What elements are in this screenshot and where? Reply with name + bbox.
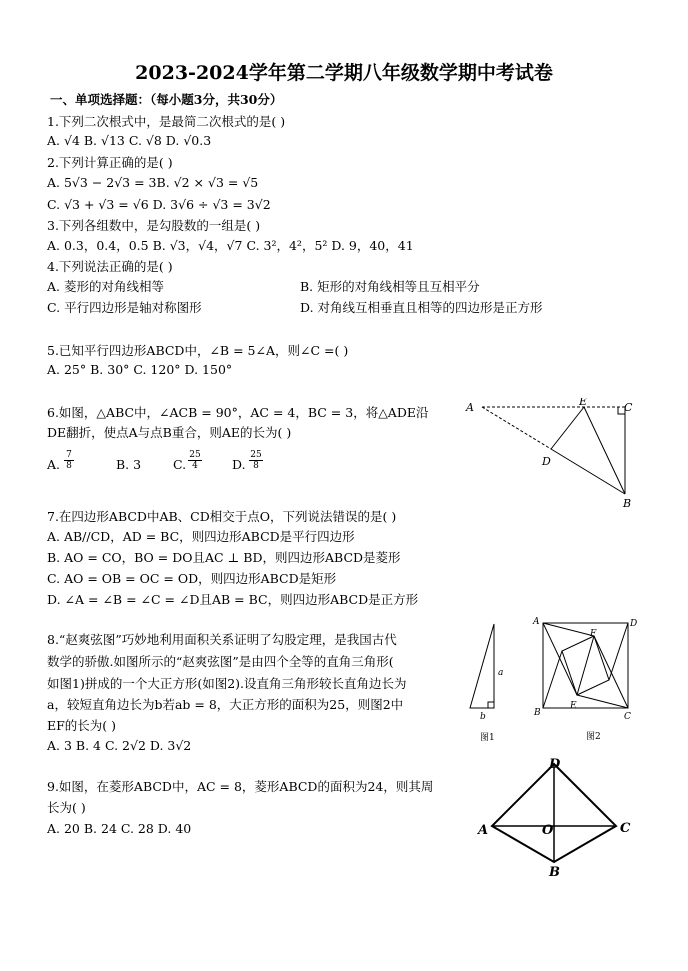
- label-o: O: [542, 823, 554, 838]
- label-e: E: [579, 398, 588, 408]
- label-d: D: [549, 757, 561, 772]
- label-b: B: [623, 497, 632, 510]
- label-c: C: [624, 401, 633, 414]
- label-a: A: [466, 401, 474, 414]
- q2-stem: 2.下列计算正确的是( ): [47, 155, 173, 170]
- label-a: A: [478, 823, 489, 838]
- q9-rhombus-figure: [472, 752, 642, 882]
- q6-stem-line1: 6.如图，△ABC中，∠ACB = 90°，AC = 4，BC = 3，将△ADE沿: [47, 405, 429, 420]
- page-title: 2023-2024学年第二学期八年级数学期中考试卷: [135, 62, 553, 84]
- q9-stem-line1: 9.如图，在菱形ABCD中，AC = 8，菱形ABCD的面积为24，则其周: [47, 779, 434, 794]
- q7-option-d: D. ∠A = ∠B = ∠C = ∠D且AB = BC，则四边形ABCD是正方形: [47, 592, 419, 607]
- hyp-1: [543, 623, 594, 636]
- q8-stem-line5: EF的长为( ): [47, 718, 117, 733]
- fraction-denominator: 8: [253, 461, 259, 471]
- label-e: E: [570, 701, 577, 711]
- q4-stem: 4.下列说法正确的是( ): [47, 259, 173, 274]
- q4-option-c: C. 平行四边形是轴对称图形: [47, 300, 202, 315]
- q4-option-b: B. 矩形的对角线相等且互相平分: [300, 279, 480, 294]
- q9-stem-line2: 长为( ): [47, 800, 86, 815]
- label-side-a: a: [498, 668, 504, 678]
- fraction-denominator: 4: [192, 461, 198, 471]
- q5-options: A. 25° B. 30° C. 120° D. 150°: [47, 362, 233, 377]
- q8-figure-1: [462, 620, 504, 748]
- q1-stem: 1.下列二次根式中，是最简二次根式的是( ): [47, 114, 286, 129]
- q6-option-c: C.: [173, 457, 187, 472]
- q2-options-line1: A. 5√3 − 2√3 = 3B. √2 × √3 = √5: [47, 175, 259, 190]
- fraction-numerator: 25: [189, 450, 201, 460]
- q6-option-b: B. 3: [116, 457, 142, 472]
- q8-stem-line3: 如图1)拼成的一个大正方形(如图2).设直角三角形较长直角边长为: [47, 676, 407, 691]
- q6-triangle-figure: [460, 398, 640, 513]
- label-side-b: b: [480, 712, 486, 722]
- q6-option-d-fraction: [249, 450, 263, 471]
- q6-option-d: D.: [232, 457, 246, 472]
- q5-stem: 5.已知平行四边形ABCD中，∠B = 5∠A，则∠C =( ): [47, 343, 349, 358]
- figure-2-caption: 图2: [586, 732, 601, 742]
- label-b: B: [549, 865, 560, 880]
- label-c: C: [624, 712, 631, 722]
- label-d: D: [542, 455, 551, 468]
- fraction-numerator: 25: [250, 450, 262, 460]
- segment-ef: [577, 636, 594, 695]
- figure-1-caption: 图1: [480, 733, 495, 743]
- q7-option-a: A. AB//CD，AD = BC，则四边形ABCD是平行四边形: [47, 529, 355, 544]
- q8-stem-line4: a，较短直角边长为b若ab = 8，大正方形的面积为25，则图2中: [47, 697, 404, 712]
- label-b: B: [534, 708, 541, 718]
- label-d: D: [630, 619, 638, 629]
- hyp-2: [609, 623, 628, 680]
- hyp-3: [577, 695, 628, 708]
- q4-option-a: A. 菱形的对角线相等: [47, 279, 164, 294]
- q4-option-d: D. 对角线互相垂直且相等的四边形是正方形: [300, 300, 543, 315]
- q9-options: A. 20 B. 24 C. 28 D. 40: [47, 821, 192, 836]
- hyp-4: [543, 651, 562, 708]
- label-f: F: [590, 629, 597, 639]
- fraction-denominator: 8: [66, 461, 72, 471]
- q8-figure-2: [528, 614, 640, 746]
- q7-option-c: C. AO = OB = OC = OD，则四边形ABCD是矩形: [47, 571, 337, 586]
- segment-ad: [482, 407, 551, 449]
- q3-options: A. 0.3，0.4，0.5 B. √3，√4，√7 C. 3²，4²，5² D. 9，40，41: [47, 238, 414, 253]
- q6-stem-line2: DE翻折，使点A与点B重合，则AE的长为( ): [47, 425, 292, 440]
- q8-stem-line1: 8.“赵爽弦图”巧妙地利用面积关系证明了勾股定理，是我国古代: [47, 632, 397, 647]
- q1-options: A. √4 B. √13 C. √8 D. √0.3: [47, 133, 212, 148]
- segment-ed: [551, 407, 584, 449]
- q8-stem-line2: 数学的骄傲.如图所示的“赵爽弦图”是由四个全等的直角三角形(: [47, 654, 394, 669]
- segment-ea: [543, 623, 577, 695]
- right-angle-mark: [488, 702, 494, 708]
- segment-fc: [594, 636, 628, 708]
- fraction-numerator: 7: [64, 450, 74, 461]
- section-heading: 一、单项选择题：（每小题3分，共30分）: [50, 92, 283, 107]
- q7-option-b: B. AO = CO，BO = DO且AC ⊥ BD，则四边形ABCD是菱形: [47, 550, 401, 565]
- q6-option-a: A.: [47, 457, 61, 472]
- q6-option-a-fraction: [64, 450, 74, 471]
- label-c: C: [620, 821, 631, 836]
- q2-options-line2: C. √3 + √3 = √6 D. 3√6 ÷ √3 = 3√2: [47, 197, 271, 212]
- q6-option-c-fraction: [188, 450, 202, 471]
- right-triangle: [470, 624, 494, 708]
- label-a: A: [533, 617, 540, 627]
- q3-stem: 3.下列各组数中，是勾股数的一组是( ): [47, 218, 261, 233]
- q8-options: A. 3 B. 4 C. 2√2 D. 3√2: [47, 738, 192, 753]
- q7-stem: 7.在四边形ABCD中AB、CD相交于点O，下列说法错误的是( ): [47, 509, 397, 524]
